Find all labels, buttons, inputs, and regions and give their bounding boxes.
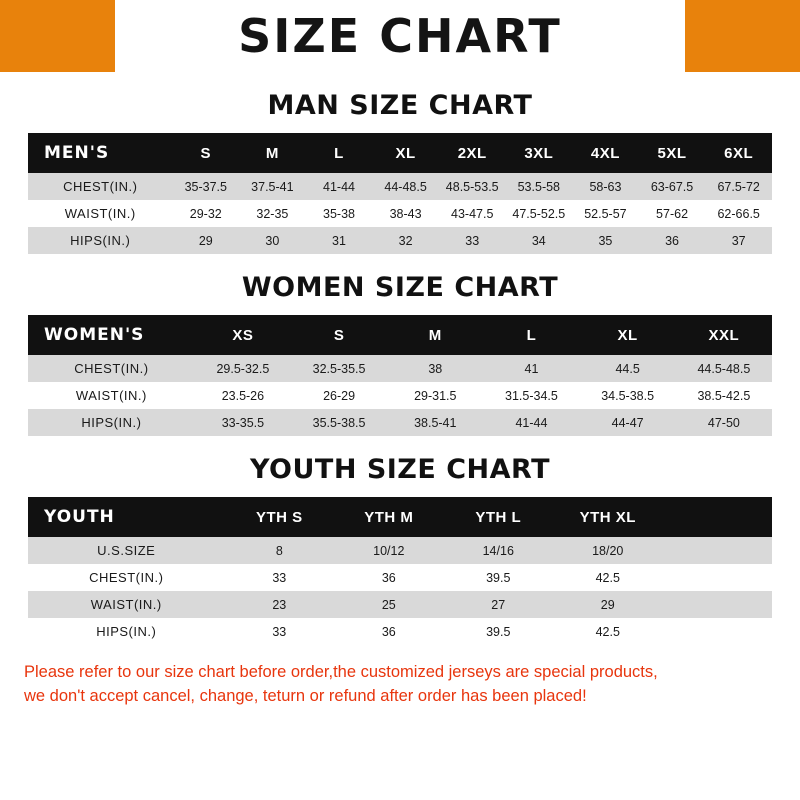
men-section-title: MAN SIZE CHART [267, 90, 533, 121]
women-row-label-header: WOMEN'S [28, 315, 195, 355]
youth-header-row [28, 497, 772, 537]
order-policy-note-line1: Please refer to our size chart before order,the customized jerseys are special products, [24, 663, 658, 681]
men-size-section [0, 90, 800, 254]
men-col-2xl: 2XL [439, 133, 506, 173]
youth-waist-m: 25 [334, 591, 443, 618]
women-chest-s: 32.5-35.5 [291, 355, 387, 382]
page-title: SIZE CHART [238, 9, 562, 63]
order-policy-note-line2: we don't accept cancel, change, teturn or refund after order has been placed! [24, 686, 587, 705]
women-waist-label: WAIST(IN.) [28, 382, 195, 409]
youth-ussize-xl: 18/20 [553, 537, 662, 564]
women-waist-l: 31.5-34.5 [483, 382, 579, 409]
men-chest-xl: 44-48.5 [372, 173, 439, 200]
men-hips-6xl: 37 [705, 227, 772, 254]
table-row [28, 355, 772, 382]
youth-ussize-s: 8 [225, 537, 334, 564]
table-row [28, 564, 772, 591]
youth-col-s: YTH S [225, 497, 334, 537]
men-waist-label: WAIST(IN.) [28, 200, 172, 227]
youth-waist-empty [662, 591, 772, 618]
men-col-5xl: 5XL [639, 133, 706, 173]
table-row [28, 382, 772, 409]
men-chest-5xl: 63-67.5 [639, 173, 706, 200]
women-waist-m: 29-31.5 [387, 382, 483, 409]
youth-ussize-m: 10/12 [334, 537, 443, 564]
men-waist-s: 29-32 [172, 200, 239, 227]
men-waist-5xl: 57-62 [639, 200, 706, 227]
men-table-body [28, 173, 772, 254]
youth-col-m: YTH M [334, 497, 443, 537]
men-hips-l: 31 [306, 227, 373, 254]
men-waist-6xl: 62-66.5 [705, 200, 772, 227]
youth-row-label-header: YOUTH [28, 497, 225, 537]
women-hips-xs: 33-35.5 [195, 409, 291, 436]
order-policy-note [0, 661, 800, 709]
men-hips-5xl: 36 [639, 227, 706, 254]
women-col-xs: XS [195, 315, 291, 355]
youth-ussize-label: U.S.SIZE [28, 537, 225, 564]
women-chest-xl: 44.5 [580, 355, 676, 382]
youth-chest-m: 36 [334, 564, 443, 591]
men-waist-2xl: 43-47.5 [439, 200, 506, 227]
youth-hips-s: 33 [225, 618, 334, 645]
women-hips-s: 35.5-38.5 [291, 409, 387, 436]
women-hips-l: 41-44 [483, 409, 579, 436]
women-col-xxl: XXL [676, 315, 772, 355]
men-chest-2xl: 48.5-53.5 [439, 173, 506, 200]
header-banner [0, 0, 800, 72]
men-col-m: M [239, 133, 306, 173]
women-hips-m: 38.5-41 [387, 409, 483, 436]
men-size-table [28, 133, 772, 254]
youth-hips-l: 39.5 [444, 618, 553, 645]
table-row [28, 537, 772, 564]
women-waist-s: 26-29 [291, 382, 387, 409]
men-col-4xl: 4XL [572, 133, 639, 173]
men-chest-3xl: 53.5-58 [506, 173, 573, 200]
women-size-table [28, 315, 772, 436]
men-waist-m: 32-35 [239, 200, 306, 227]
women-chest-xs: 29.5-32.5 [195, 355, 291, 382]
women-col-xl: XL [580, 315, 676, 355]
men-table-head [28, 133, 772, 173]
table-row [28, 618, 772, 645]
men-hips-4xl: 35 [572, 227, 639, 254]
women-chest-m: 38 [387, 355, 483, 382]
table-row [28, 173, 772, 200]
youth-hips-m: 36 [334, 618, 443, 645]
table-row [28, 200, 772, 227]
men-col-6xl: 6XL [705, 133, 772, 173]
table-row [28, 591, 772, 618]
men-hips-s: 29 [172, 227, 239, 254]
women-chest-l: 41 [483, 355, 579, 382]
youth-table-body [28, 537, 772, 645]
women-table-head [28, 315, 772, 355]
women-col-l: L [483, 315, 579, 355]
men-waist-l: 35-38 [306, 200, 373, 227]
youth-chest-l: 39.5 [444, 564, 553, 591]
men-hips-3xl: 34 [506, 227, 573, 254]
youth-chest-empty [662, 564, 772, 591]
women-hips-label: HIPS(IN.) [28, 409, 195, 436]
women-hips-xxl: 47-50 [676, 409, 772, 436]
men-chest-4xl: 58-63 [572, 173, 639, 200]
youth-col-xl: YTH XL [553, 497, 662, 537]
women-chest-xxl: 44.5-48.5 [676, 355, 772, 382]
table-row [28, 409, 772, 436]
youth-hips-empty [662, 618, 772, 645]
youth-table-head [28, 497, 772, 537]
men-hips-2xl: 33 [439, 227, 506, 254]
youth-chest-label: CHEST(IN.) [28, 564, 225, 591]
youth-waist-s: 23 [225, 591, 334, 618]
youth-ussize-empty [662, 537, 772, 564]
youth-chest-s: 33 [225, 564, 334, 591]
men-col-xl: XL [372, 133, 439, 173]
women-chest-label: CHEST(IN.) [28, 355, 195, 382]
women-section-title: WOMEN SIZE CHART [241, 272, 559, 303]
youth-size-section [0, 454, 800, 645]
women-hips-xl: 44-47 [580, 409, 676, 436]
men-waist-3xl: 47.5-52.5 [506, 200, 573, 227]
men-row-label-header: MEN'S [28, 133, 172, 173]
men-chest-6xl: 67.5-72 [705, 173, 772, 200]
men-waist-4xl: 52.5-57 [572, 200, 639, 227]
men-chest-m: 37.5-41 [239, 173, 306, 200]
women-waist-xs: 23.5-26 [195, 382, 291, 409]
men-hips-xl: 32 [372, 227, 439, 254]
youth-waist-xl: 29 [553, 591, 662, 618]
men-col-3xl: 3XL [506, 133, 573, 173]
youth-col-l: YTH L [444, 497, 553, 537]
women-waist-xxl: 38.5-42.5 [676, 382, 772, 409]
men-hips-m: 30 [239, 227, 306, 254]
men-col-s: S [172, 133, 239, 173]
youth-hips-label: HIPS(IN.) [28, 618, 225, 645]
women-size-section [0, 272, 800, 436]
youth-waist-l: 27 [444, 591, 553, 618]
women-header-row [28, 315, 772, 355]
men-waist-xl: 38-43 [372, 200, 439, 227]
men-chest-s: 35-37.5 [172, 173, 239, 200]
men-col-l: L [306, 133, 373, 173]
men-chest-label: CHEST(IN.) [28, 173, 172, 200]
men-hips-label: HIPS(IN.) [28, 227, 172, 254]
youth-chest-xl: 42.5 [553, 564, 662, 591]
youth-waist-label: WAIST(IN.) [28, 591, 225, 618]
women-col-s: S [291, 315, 387, 355]
men-header-row [28, 133, 772, 173]
women-waist-xl: 34.5-38.5 [580, 382, 676, 409]
youth-ussize-l: 14/16 [444, 537, 553, 564]
youth-hips-xl: 42.5 [553, 618, 662, 645]
men-chest-l: 41-44 [306, 173, 373, 200]
youth-section-title: YOUTH SIZE CHART [249, 454, 551, 485]
youth-size-table [28, 497, 772, 645]
women-table-body [28, 355, 772, 436]
women-col-m: M [387, 315, 483, 355]
table-row [28, 227, 772, 254]
youth-col-empty [662, 497, 772, 537]
